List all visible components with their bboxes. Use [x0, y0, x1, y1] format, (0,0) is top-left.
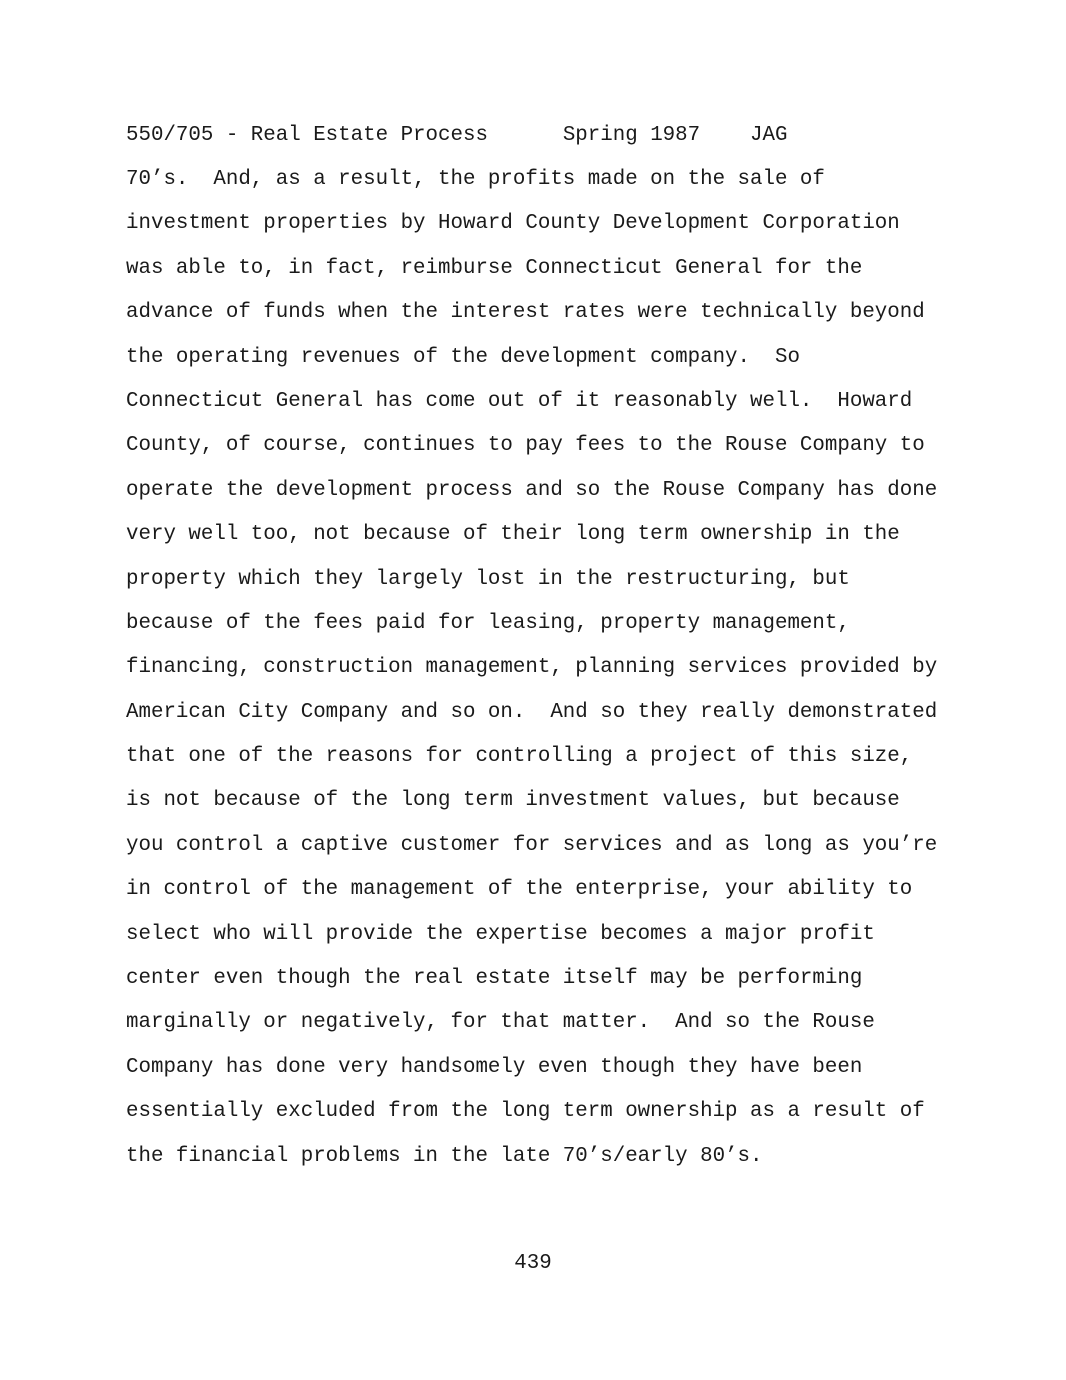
text-line: Company has done very handsomely even though they have been [126, 1055, 863, 1079]
text-line: you control a captive customer for services and as long as you’re [126, 833, 938, 857]
page-number: 439 [514, 1252, 552, 1275]
text-line: County, of course, continues to pay fees to the Rouse Company to [126, 434, 925, 458]
text-line: the financial problems in the late 70’s/early 80’s. [126, 1144, 763, 1168]
text-line: was able to, in fact, reimburse Connecticut General for the [126, 256, 863, 280]
text-line: select who will provide the expertise becomes a major profit [126, 922, 875, 946]
body-text [126, 166, 937, 1187]
text-line: operate the development process and so the Rouse Company has done [126, 478, 938, 502]
header-initials: JAG [750, 124, 788, 147]
text-line: that one of the reasons for controlling a project of this size, [126, 745, 913, 769]
text-line: is not because of the long term investment values, but because [126, 789, 900, 813]
text-line: Connecticut General has come out of it reasonably well. Howard [126, 389, 913, 413]
text-line: American City Company and so on. And so they really demonstrated [126, 700, 938, 724]
text-line: investment properties by Howard County Development Corporation [126, 212, 900, 236]
text-line: because of the fees paid for leasing, property management, [126, 611, 850, 635]
header-term: Spring 1987 [562, 124, 701, 147]
text-line: advance of funds when the interest rates were technically beyond [126, 301, 925, 325]
header-course: 550/705 - Real Estate Process [126, 124, 488, 147]
text-line: property which they largely lost in the restructuring, but [126, 567, 850, 591]
running-header [126, 122, 788, 150]
text-line: in control of the management of the enterprise, your ability to [126, 878, 913, 902]
text-line: financing, construction management, planning services provided by [126, 656, 938, 680]
text-line: very well too, not because of their long term ownership in the [126, 523, 900, 547]
text-line: center even though the real estate itself may be performing [126, 967, 863, 991]
text-line: marginally or negatively, for that matter. And so the Rouse [126, 1011, 875, 1035]
text-line: 70’s. And, as a result, the profits made on the sale of [126, 168, 825, 191]
text-line: essentially excluded from the long term ownership as a result of [126, 1100, 925, 1124]
text-line: the operating revenues of the development company. So [126, 345, 800, 369]
